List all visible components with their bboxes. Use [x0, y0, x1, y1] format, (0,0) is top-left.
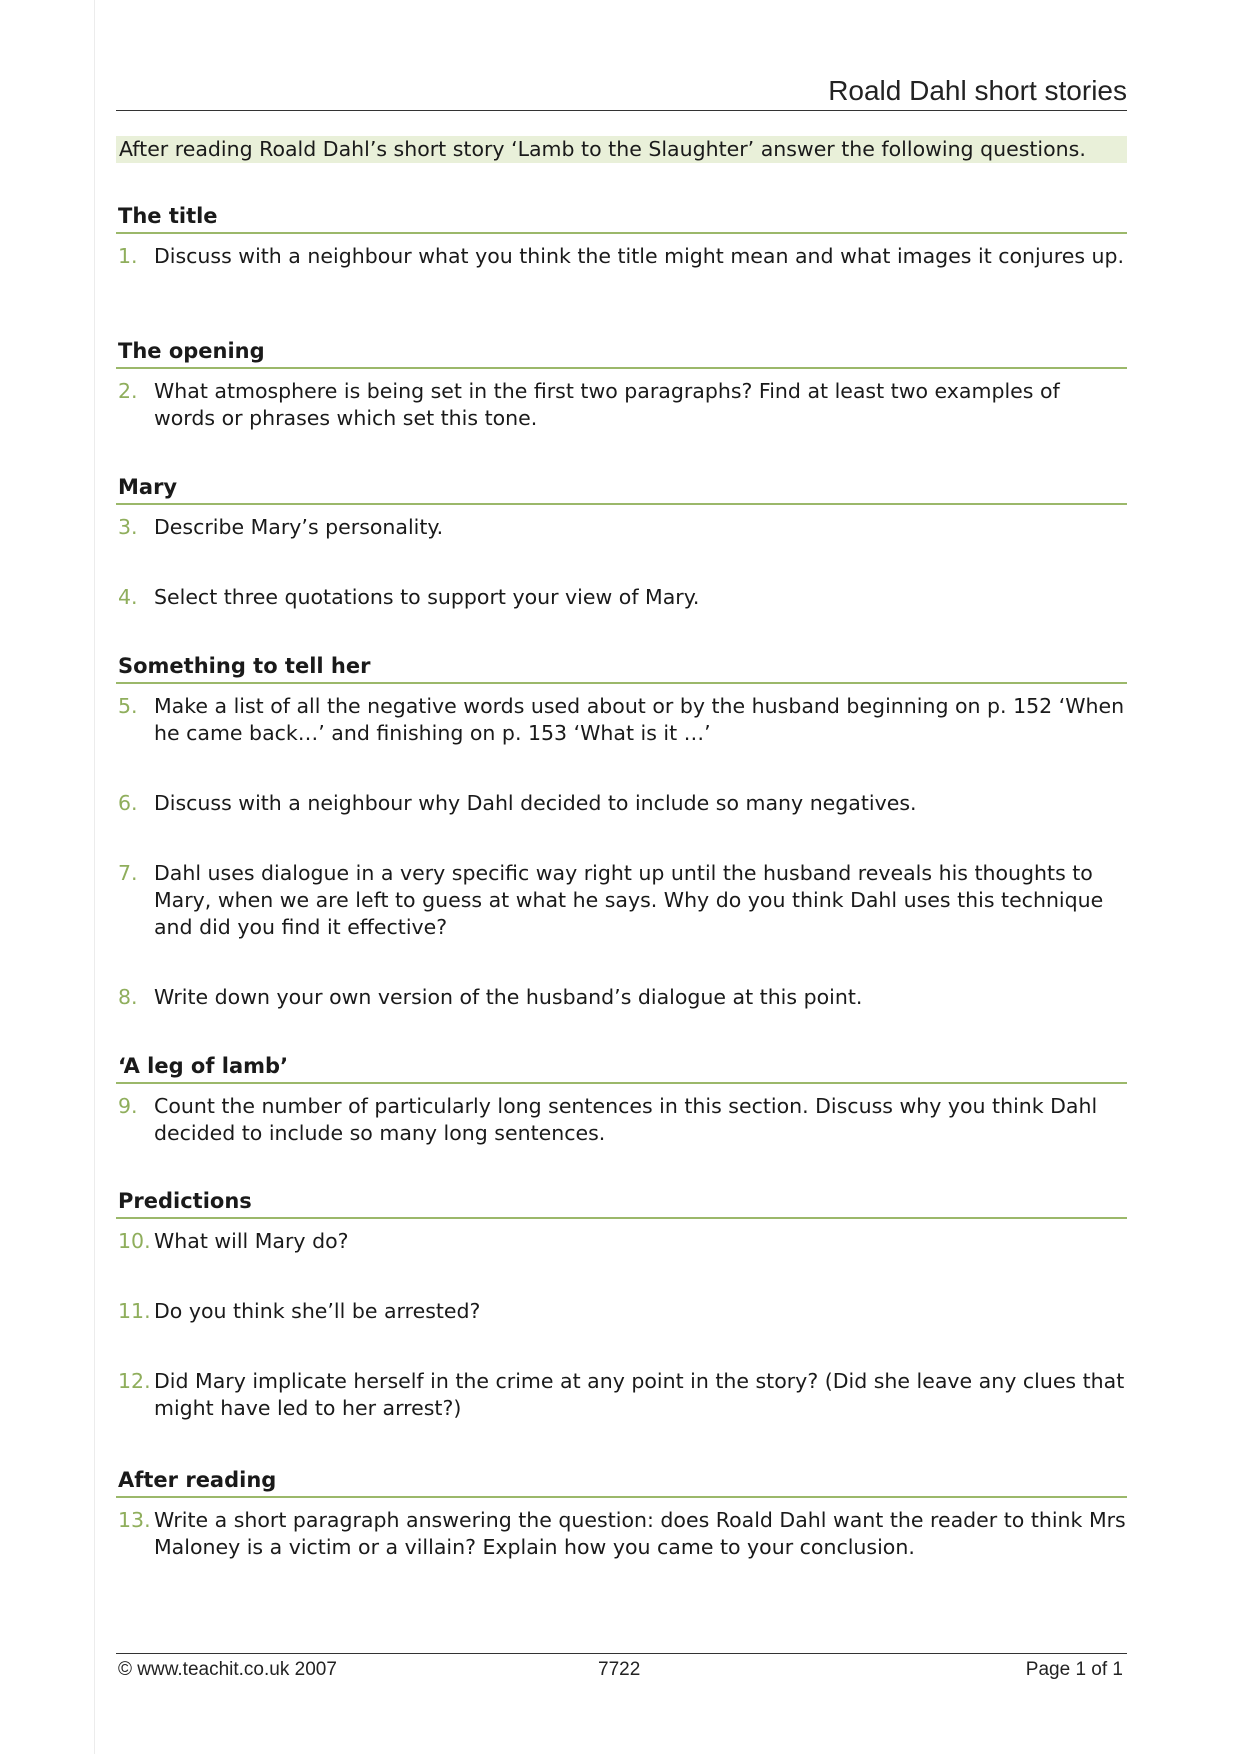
intro-banner: After reading Roald Dahl’s short story ‘Lamb to the Slaughter’ answer the following questions.	[116, 136, 1127, 163]
section-heading: Something to tell her	[116, 653, 1127, 684]
section-heading: Predictions	[116, 1188, 1127, 1219]
page-edge	[94, 0, 95, 1754]
section-a-leg-of-lamb	[116, 1053, 1127, 1147]
question-item	[116, 693, 1127, 747]
question-text: Make a list of all the negative words used about or by the husband beginning on p. 152 ‘When he came back…’ and finishing on p. 153 ‘What is it …’	[154, 694, 1125, 745]
question-text: Discuss with a neighbour what you think the title might mean and what images it conjures up.	[154, 244, 1125, 268]
section-heading: ‘A leg of lamb’	[116, 1053, 1127, 1084]
question-number: 10.	[118, 1229, 151, 1253]
question-text: Discuss with a neighbour why Dahl decided to include so many negatives.	[154, 791, 917, 815]
question-number: 4.	[118, 585, 138, 609]
question-number: 1.	[118, 244, 138, 268]
section-the-title	[116, 203, 1127, 270]
question-text: Select three quotations to support your view of Mary.	[154, 585, 700, 609]
question-text: Write down your own version of the husband’s dialogue at this point.	[154, 985, 863, 1009]
question-text: Write a short paragraph answering the question: does Roald Dahl want the reader to think Mrs Maloney is a victim or a villain? Explain how you came to your conclusion.	[154, 1508, 1126, 1559]
question-number: 2.	[118, 379, 138, 403]
footer-page-number: Page 1 of 1	[1025, 1659, 1123, 1680]
question-item	[116, 1298, 1127, 1325]
question-item	[116, 514, 1127, 541]
footer-copyright: © www.teachit.co.uk 2007	[118, 1659, 337, 1680]
section-the-opening	[116, 338, 1127, 432]
page-header	[116, 74, 1127, 111]
question-item	[116, 1228, 1127, 1255]
question-item	[116, 790, 1127, 817]
question-number: 11.	[118, 1299, 151, 1323]
question-number: 7.	[118, 861, 138, 885]
section-heading: The opening	[116, 338, 1127, 369]
section-mary	[116, 474, 1127, 611]
question-number: 3.	[118, 515, 138, 539]
question-number: 9.	[118, 1094, 138, 1118]
question-item	[116, 584, 1127, 611]
question-text: Describe Mary’s personality.	[154, 515, 444, 539]
section-heading: Mary	[116, 474, 1127, 505]
question-item	[116, 1368, 1127, 1422]
question-text: Count the number of particularly long sentences in this section. Discuss why you think Dahl decided to include so many long sentences.	[154, 1094, 1098, 1145]
footer-code: 7722	[598, 1659, 641, 1680]
question-item	[116, 1093, 1127, 1147]
question-item	[116, 1507, 1127, 1561]
question-number: 8.	[118, 985, 138, 1009]
section-predictions	[116, 1188, 1127, 1422]
question-item	[116, 860, 1127, 941]
question-number: 13.	[118, 1508, 151, 1532]
section-heading: After reading	[116, 1467, 1127, 1498]
question-text: What will Mary do?	[154, 1229, 349, 1253]
page-title: Roald Dahl short stories	[828, 75, 1127, 106]
question-text: Do you think she’ll be arrested?	[154, 1299, 481, 1323]
page-footer	[116, 1653, 1127, 1680]
question-number: 5.	[118, 694, 138, 718]
question-text: What atmosphere is being set in the first two paragraphs? Find at least two examples of words or phrases which set this tone.	[154, 379, 1060, 430]
question-item	[116, 243, 1127, 270]
section-heading: The title	[116, 203, 1127, 234]
question-number: 12.	[118, 1369, 151, 1393]
question-text: Did Mary implicate herself in the crime at any point in the story? (Did she leave any clues that might have led to her arrest?)	[154, 1369, 1125, 1420]
question-item	[116, 378, 1127, 432]
question-item	[116, 984, 1127, 1011]
section-something-to-tell-her	[116, 653, 1127, 1011]
question-number: 6.	[118, 791, 138, 815]
section-after-reading	[116, 1467, 1127, 1561]
question-text: Dahl uses dialogue in a very specific way right up until the husband reveals his thoughts to Mary, when we are left to guess at what he says. Why do you think Dahl uses this technique and did you find it effective?	[154, 861, 1104, 939]
